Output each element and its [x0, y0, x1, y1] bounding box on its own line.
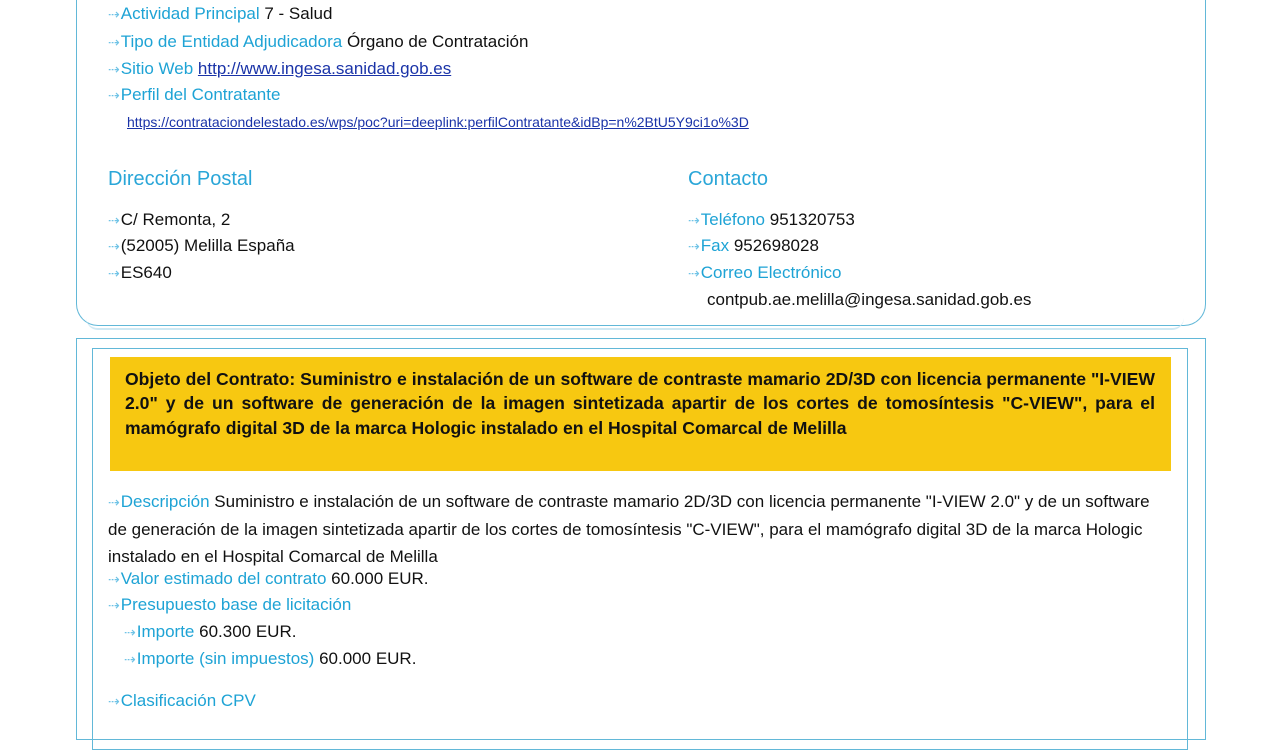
perfil-contratante-row: [108, 85, 280, 105]
direccion-nuts: ES640: [120, 263, 172, 282]
tipo-entidad-row: [108, 32, 528, 52]
perfil-contratante-link[interactable]: https://contrataciondelestado.es/wps/poc?uri=deeplink:perfilContratante&idBp=n%2BtU5Y9ci1o%3D: [127, 114, 749, 130]
descripcion-label: Descripción: [120, 492, 210, 511]
arrow-right-icon: ⇢: [124, 624, 136, 640]
correo-row: [688, 263, 842, 283]
actividad-principal-row: [108, 4, 332, 24]
perfil-contratante-label: Perfil del Contratante: [120, 85, 281, 104]
tipo-entidad-value: Órgano de Contratación: [346, 32, 529, 51]
entity-panel-shadow: [86, 318, 1184, 330]
fax-value: 952698028: [733, 236, 819, 255]
direccion-line: [108, 236, 295, 256]
correo-value: contpub.ae.melilla@ingesa.sanidad.gob.es: [707, 290, 1032, 309]
clasificacion-cpv-label: Clasificación CPV: [120, 691, 256, 710]
sitio-web-link[interactable]: http://www.ingesa.sanidad.gob.es: [197, 59, 452, 78]
objeto-contrato-text: Objeto del Contrato: Suministro e instalación de un software de contraste mamario 2D/3D con licencia permanente "I-VIEW 2.0" y de un software de generación de la imagen sintetizada apartir de los cortes de tomosíntesis "C-VIEW", para el mamógrafo digital 3D de la marca Hologic instalado en el Hospital Comarcal de Melilla: [125, 369, 1155, 438]
arrow-right-icon: ⇢: [108, 6, 120, 22]
importe-sin-impuestos-label: Importe (sin impuestos): [136, 649, 315, 668]
correo-value-row: [707, 290, 1031, 310]
arrow-right-icon: ⇢: [108, 212, 120, 228]
presupuesto-row: [108, 595, 351, 615]
fax-row: [688, 236, 819, 256]
direccion-ciudad: (52005) Melilla España: [120, 236, 295, 255]
importe-value: 60.300 EUR.: [199, 622, 297, 641]
valor-estimado-value: 60.000 EUR.: [331, 569, 429, 588]
valor-estimado-row: [108, 569, 429, 589]
direccion-postal-heading: Dirección Postal: [108, 168, 253, 190]
clasificacion-cpv-row: [108, 691, 256, 711]
arrow-right-icon: ⇢: [108, 265, 120, 281]
arrow-right-icon: ⇢: [688, 212, 700, 228]
tipo-entidad-label: Tipo de Entidad Adjudicadora: [120, 32, 343, 51]
arrow-right-icon: ⇢: [108, 87, 120, 103]
correo-label: Correo Electrónico: [700, 263, 842, 282]
arrow-right-icon: ⇢: [108, 693, 120, 709]
actividad-principal-label: Actividad Principal: [120, 4, 260, 23]
arrow-right-icon: ⇢: [108, 238, 120, 254]
direccion-calle: C/ Remonta, 2: [120, 210, 231, 229]
arrow-right-icon: ⇢: [108, 61, 120, 77]
presupuesto-label: Presupuesto base de licitación: [120, 595, 352, 614]
sitio-web-label: Sitio Web: [120, 59, 194, 78]
arrow-right-icon: ⇢: [124, 651, 136, 667]
importe-row: [124, 622, 296, 642]
arrow-right-icon: ⇢: [108, 34, 120, 50]
telefono-label: Teléfono: [700, 210, 766, 229]
objeto-contrato-box: [110, 357, 1171, 471]
arrow-right-icon: ⇢: [688, 238, 700, 254]
arrow-right-icon: ⇢: [108, 494, 120, 510]
contacto-heading: Contacto: [688, 168, 769, 190]
arrow-right-icon: ⇢: [108, 571, 120, 587]
perfil-contratante-url-row: [127, 112, 749, 132]
descripcion-value: Suministro e instalación de un software de contraste mamario 2D/3D con licencia permanente "I-VIEW 2.0" y de un software de generación de la imagen sintetizada apartir de los cortes de tomosíntesis "C-VIEW", para el mamógrafo digital 3D de la marca Hologic instalado en el Hospital Comarcal de Melilla: [108, 492, 1150, 566]
descripcion-block: [108, 488, 1173, 570]
arrow-right-icon: ⇢: [108, 597, 120, 613]
valor-estimado-label: Valor estimado del contrato: [120, 569, 327, 588]
telefono-value: 951320753: [769, 210, 855, 229]
sitio-web-row: [108, 59, 451, 79]
telefono-row: [688, 210, 855, 230]
importe-sin-impuestos-value: 60.000 EUR.: [319, 649, 417, 668]
importe-label: Importe: [136, 622, 195, 641]
arrow-right-icon: ⇢: [688, 265, 700, 281]
importe-sin-impuestos-row: [124, 649, 416, 669]
actividad-principal-value: 7 - Salud: [264, 4, 333, 23]
direccion-line: [108, 263, 172, 283]
direccion-line: [108, 210, 230, 230]
fax-label: Fax: [700, 236, 730, 255]
